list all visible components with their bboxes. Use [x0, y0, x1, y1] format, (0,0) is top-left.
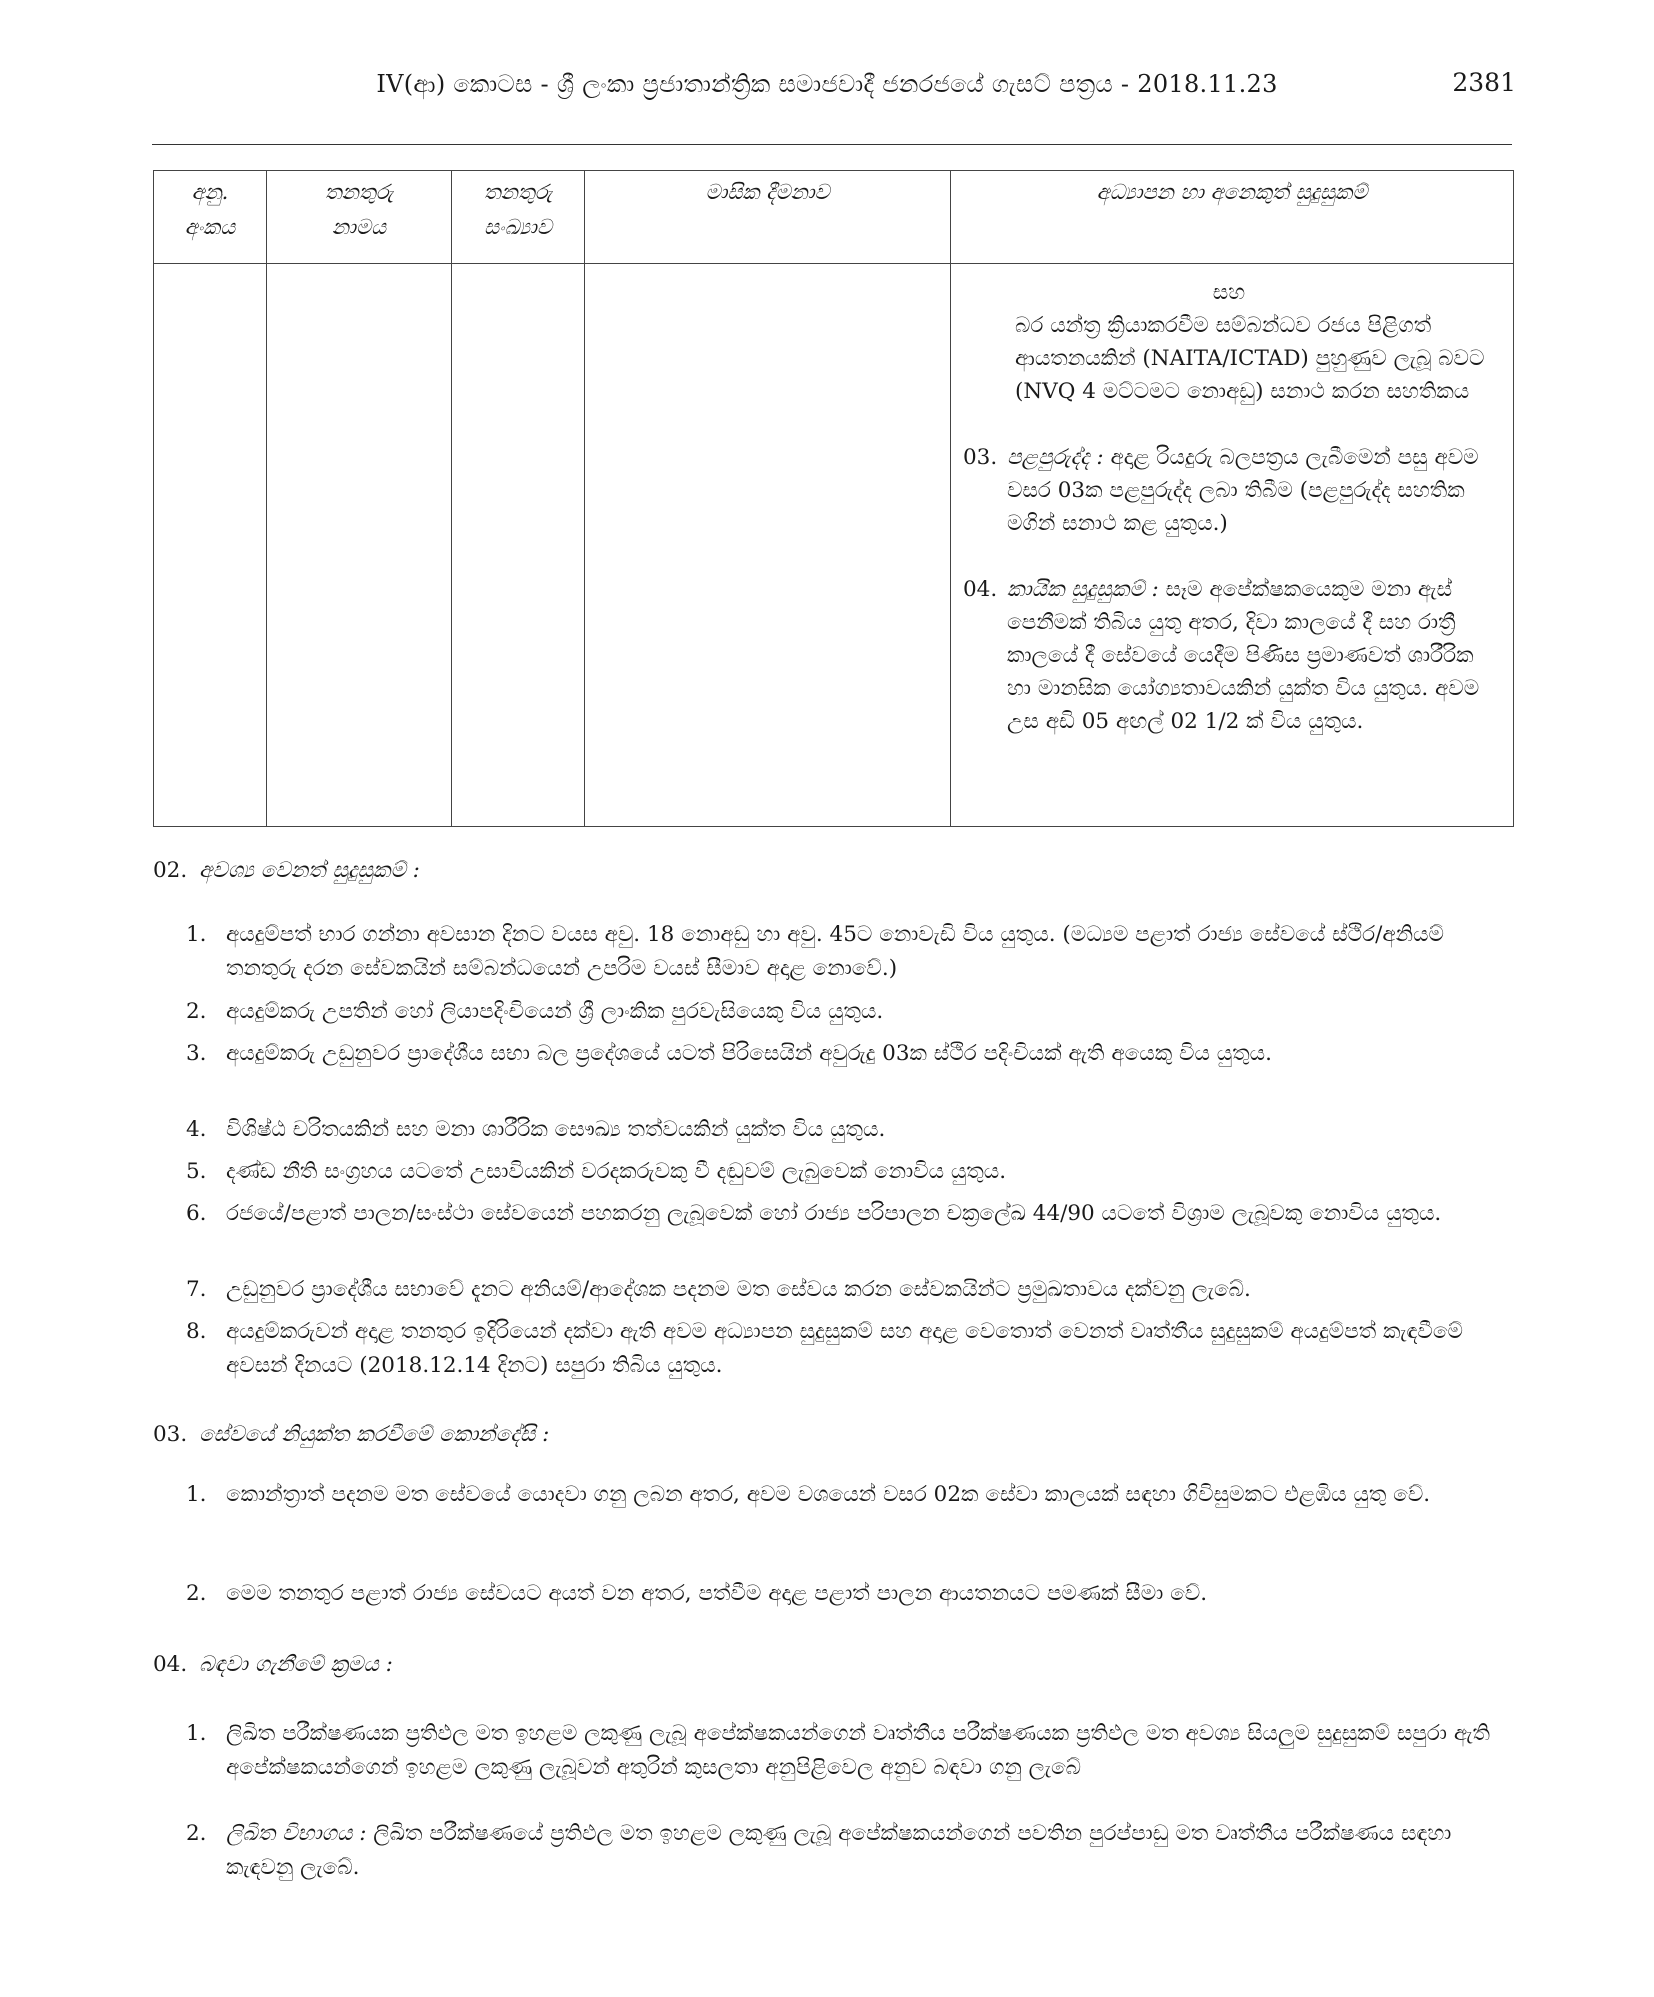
cell-serial	[154, 264, 267, 827]
item-number: 03.	[963, 445, 998, 470]
col-header-serial: අනු. අංකය	[154, 171, 267, 264]
list-item: 1. කොන්ත්‍රාත් පදනම මත සේවයේ යොදවා ගනු ලබන අතර, අවම වශයෙන් වසර 02ක සේවා කාලයක් සඳහා ගිවිසුමකට එළඹිය යුතු වේ.	[186, 1482, 1431, 1507]
col-header-qualifications: අධ්‍යාපන හා අනෙකුත් සුදුසුකම්	[951, 171, 1514, 264]
qualification-and: සහ	[1212, 280, 1246, 305]
section-heading: 02. අවශ්‍ය වෙනත් සුදුසුකම් :	[153, 858, 420, 883]
item-text: සෑම අපේක්ෂකයෙකුම මනා ඇස් පෙනීමක් තිබිය යුතු අතර, දිවා කාලයේ දී සහ රාත්‍රී කාලයේ දී සේවයේ යෙදීම පිණිස ප්‍රමාණවත් ශාරීරික හා මානසික යෝග්‍යතාවයකින් යුක්ත විය යුතුය. අවම උස අඩි 05 අඟල් 02 1/2 ක් විය යුතුය.	[1007, 577, 1480, 734]
page-header-title: IV(ආ) කොටස - ශ්‍රී ලංකා ප්‍රජාතාන්ත්‍රික සමාජවාදී ජනරජයේ ගැසට් පත්‍රය - 2018.11.23	[376, 70, 1278, 98]
cell-monthly-allowance	[585, 264, 951, 827]
list-item: 2. අයදුම්කරු උපතින් හෝ ලියාපදිංචියෙන් ශ්‍රී ලාංකික පුරවැසියෙකු විය යුතුය.	[186, 999, 884, 1024]
section-recruitment-method	[153, 1650, 1513, 1680]
qualification-certificate-text: බර යන්ත්‍ර ක්‍රියාකරවීම සම්බන්ධව රජය පිළිගත් ආයතනයකින් (NAITA/ICTAD) පුහුණුව ලැබූ බවට (NVQ 4 මට්ටමට නොඅඩු) සනාථ කරන සහතිකය	[1015, 313, 1485, 404]
qualification-item-physical	[963, 573, 1495, 738]
col-header-monthly-allowance: මාසික දීමනාව	[585, 171, 951, 264]
cell-post-count	[452, 264, 585, 827]
col-header-post-count: තනතුරු සංඛ්‍යාව	[452, 171, 585, 264]
item-label: පළපුරුද්ද :	[1007, 445, 1104, 470]
item-number: 04.	[963, 577, 998, 602]
cell-post-name	[267, 264, 452, 827]
list-item: 3. අයදුම්කරු උඩුනුවර ප්‍රාදේශීය සභා බල ප්‍රදේශයේ යටත් පිරිසෙයින් අවුරුදු 03ක ස්ථිර පදිංචියක් ඇති අයෙකු විය යුතුය.	[186, 1041, 1272, 1066]
list-item: 4. විශිෂ්ඨ චරිතයකින් සහ මනා ශාරීරික සෞඛ්‍ය තත්වයකින් යුක්ත විය යුතුය.	[186, 1117, 886, 1142]
list-item: 2. මෙම තනතුර පළාත් රාජ්‍ය සේවයට අයත් වන අතර, පත්වීම අදාළ පළාත් පාලන ආයතනයට පමණක් සීමා වේ.	[186, 1581, 1208, 1606]
list-item: 2. ලිඛිත විභාගය : ලිඛිත පරීක්ෂණයේ ප්‍රතිඵල මත ඉහළම ලකුණු ලැබූ අපේක්ෂකයන්ගෙන් පවතින පුරප්පාඩු මත වෘත්තීය පරීක්ෂණය සඳහා කැඳවනු ලැබේ.	[186, 1821, 1452, 1880]
list-item: 7. උඩුනුවර ප්‍රාදේශීය සභාවේ දැනට අනියම්/ආදේශක පදනම මත සේවය කරන සේවකයින්ට ප්‍රමුඛතාවය දක්වනු ලැබේ.	[186, 1277, 1251, 1302]
page-number: 2381	[1452, 68, 1516, 97]
list-item: 1. ලිඛිත පරීක්ෂණයක ප්‍රතිඵල මත ඉහළම ලකුණු ලැබූ අපේක්ෂකයන්ගෙන් වෘත්තීය පරීක්ෂණයක ප්‍රතිඵල මත අවශ්‍ය සියලුම සුදුසුකම් සපුරා ඇති අපේක්ෂකයන්ගෙන් ඉහළම ලකුණු ලැබූවන් අතුරින් කුසලතා අනුපිළිවෙල අනුව බඳවා ගනු ලැබේ	[186, 1721, 1490, 1780]
item-label: කායික සුදුසුකම් :	[1007, 577, 1159, 602]
cell-qualifications	[951, 264, 1514, 827]
section-service-conditions	[153, 1420, 1513, 1450]
qualification-item-experience	[963, 441, 1495, 540]
vacancy-table	[153, 170, 1514, 827]
list-item: 8. අයදුම්කරුවන් අදාළ තනතුර ඉදිරියෙන් දක්වා ඇති අවම අධ්‍යාපන සුදුසුකම් සහ අදාළ වෙතොත් වෙනත් වෘත්තීය සුදුසුකම් අයදුම්පත් කැඳවීමේ අවසන් දිනයට (2018.12.14 දිනට) සපුරා තිබිය යුතුය.	[186, 1319, 1463, 1378]
table-header-row	[154, 171, 1514, 264]
header-divider	[152, 144, 1512, 145]
section-other-qualifications	[153, 856, 1513, 886]
table-row	[154, 264, 1514, 827]
item-text: අදාළ රියදුරු බලපත්‍රය ලැබීමෙන් පසු අවම වසර 03ක පළපුරුද්ද ලබා තිබීම (පළපුරුද්ද සහතික මගින් සනාථ කළ යුතුය.)	[1007, 445, 1479, 536]
item-label: ලිඛිත විභාගය :	[226, 1821, 367, 1846]
section-heading: 04. බඳවා ගැනීමේ ක්‍රමය :	[153, 1652, 393, 1677]
list-item: 1. අයදුම්පත් භාර ගන්නා අවසාන දිනට වයස අවු. 18 නොඅඩු හා අවු. 45ට නොවැඩි විය යුතුය. (මධ්‍යම පළාත් රාජ්‍ය සේවයේ ස්ථිර/අනියම් තනතුරු දරන සේවකයින් සම්බන්ධයෙන් උපරිම වයස් සීමාව අදාළ නොවේ.)	[186, 922, 1444, 981]
list-item: 6. රජයේ/පළාත් පාලන/සංස්ථා සේවයෙන් පහකරනු ලැබූවෙක් හෝ රාජ්‍ය පරිපාලන චක්‍රලේඛ 44/90 යටතේ විශ්‍රාම ලැබූවකු නොවිය යුතුය.	[186, 1201, 1442, 1226]
col-header-post-name: තනතුරු නාමය	[267, 171, 452, 264]
list-item: 5. දණ්ඩ නීති සංග්‍රහය යටතේ උසාවියකින් වරදකරුවකු වී දඬුවම් ලැබුවෙක් නොවිය යුතුය.	[186, 1159, 1007, 1184]
section-heading: 03. සේවයේ නියුක්ත කරවීමේ කොන්දේසි :	[153, 1422, 550, 1447]
